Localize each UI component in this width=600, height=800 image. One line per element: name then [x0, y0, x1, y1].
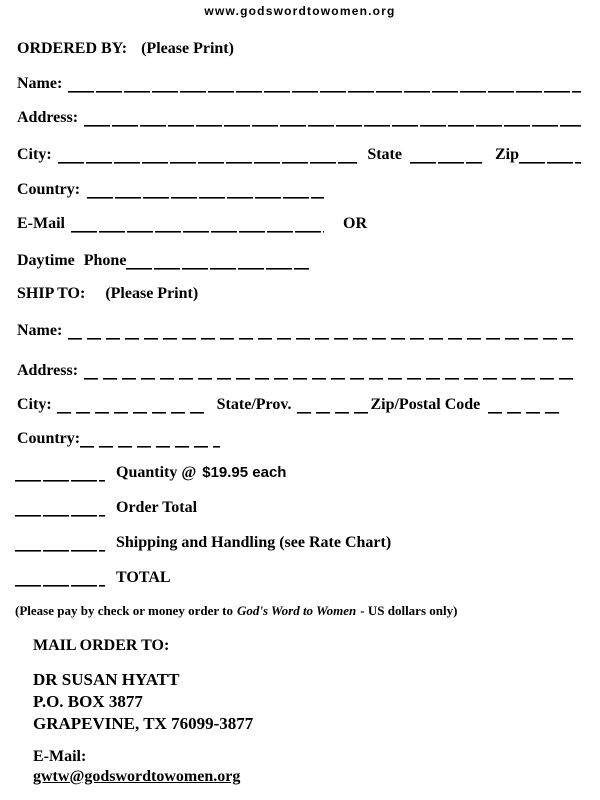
ship-to-country-label: Country: [17, 430, 81, 447]
total-label: TOTAL [116, 569, 171, 586]
site-url: www.godswordtowomen.org [204, 4, 396, 18]
ordered-by-city-label: City: [17, 146, 52, 163]
ship-to-state-blank [297, 396, 370, 414]
order-total-row [15, 499, 197, 517]
total-blank [15, 569, 105, 587]
or-label: OR [343, 215, 367, 232]
ship-to-city-blank [57, 396, 207, 414]
ordered-by-email-blank [71, 215, 324, 233]
payment-note-prefix: (Please pay by check or money order to [15, 603, 233, 618]
ordered-by-country-blank [87, 181, 324, 199]
ordered-by-name-label: Name: [17, 75, 63, 92]
ordered-by-city-row [17, 146, 581, 164]
mail-order-block [33, 637, 253, 786]
ordered-by-address-row [17, 109, 581, 127]
ship-to-zip-blank [488, 396, 560, 414]
mail-order-email-label: E-Mail: [33, 748, 87, 765]
ordered-by-city-blank [58, 146, 358, 164]
ordered-by-name-blank [68, 75, 581, 93]
shipping-blank [15, 534, 105, 552]
quantity-label: Quantity @ [116, 464, 197, 481]
ordered-by-country-row [17, 181, 324, 199]
ordered-by-print-hint: (Please Print) [141, 40, 234, 57]
ordered-by-title: ORDERED BY: [17, 40, 128, 57]
ship-to-address-label: Address: [17, 362, 79, 379]
ordered-by-phone-label: Daytime Phone [17, 252, 127, 269]
quantity-blank [15, 464, 105, 482]
ship-to-name-row [17, 322, 581, 340]
ordered-by-phone-row [17, 252, 309, 270]
mail-order-recipient: DR SUSAN HYATT [33, 670, 180, 689]
ordered-by-address-blank [84, 109, 581, 127]
ship-to-city-row [17, 396, 581, 414]
ship-to-state-label: State/Prov. [216, 396, 292, 413]
ship-to-print-hint: (Please Print) [105, 285, 199, 302]
quantity-row [15, 464, 286, 482]
shipping-row [15, 534, 391, 552]
payment-note [15, 603, 457, 619]
ship-to-country-blank [80, 430, 220, 448]
ship-to-address-blank [84, 362, 573, 380]
shipping-label: Shipping and Handling (see Rate Chart) [116, 534, 392, 551]
ordered-by-email-label: E-Mail [17, 215, 65, 232]
ordered-by-zip-label: Zip [494, 146, 519, 163]
ship-to-name-label: Name: [17, 322, 63, 339]
email-link[interactable]: gwtw@godswordtowomen.org [33, 768, 241, 785]
ship-to-city-label: City: [17, 396, 52, 413]
ordered-by-section-header [17, 40, 234, 58]
mail-order-address-line1: P.O. BOX 3877 [33, 692, 143, 711]
ship-to-address-row [17, 362, 581, 380]
order-total-blank [15, 499, 105, 517]
ordered-by-state-label: State [367, 146, 402, 163]
ship-to-country-row [17, 430, 220, 448]
payment-note-suffix: - US dollars only) [360, 603, 458, 618]
ordered-by-state-blank [410, 146, 482, 164]
ordered-by-country-label: Country: [17, 181, 81, 198]
ordered-by-name-row [17, 75, 581, 93]
ship-to-zip-label: Zip/Postal Code [370, 396, 481, 413]
ordered-by-email-row [17, 215, 367, 233]
mail-order-title: MAIL ORDER TO: [33, 637, 170, 654]
ordered-by-address-label: Address: [17, 109, 79, 126]
ordered-by-zip-blank [519, 146, 581, 164]
ship-to-section-header [17, 285, 198, 303]
mail-order-address-line2: GRAPEVINE, TX 76099-3877 [33, 714, 254, 733]
payment-note-payee: God's Word to Women [236, 603, 357, 618]
unit-price: $19.95 each [202, 464, 287, 481]
ship-to-title: SHIP TO: [17, 285, 86, 302]
ordered-by-phone-blank [126, 252, 309, 270]
total-row [15, 569, 171, 587]
order-total-label: Order Total [116, 499, 198, 516]
ship-to-name-blank [68, 322, 573, 340]
